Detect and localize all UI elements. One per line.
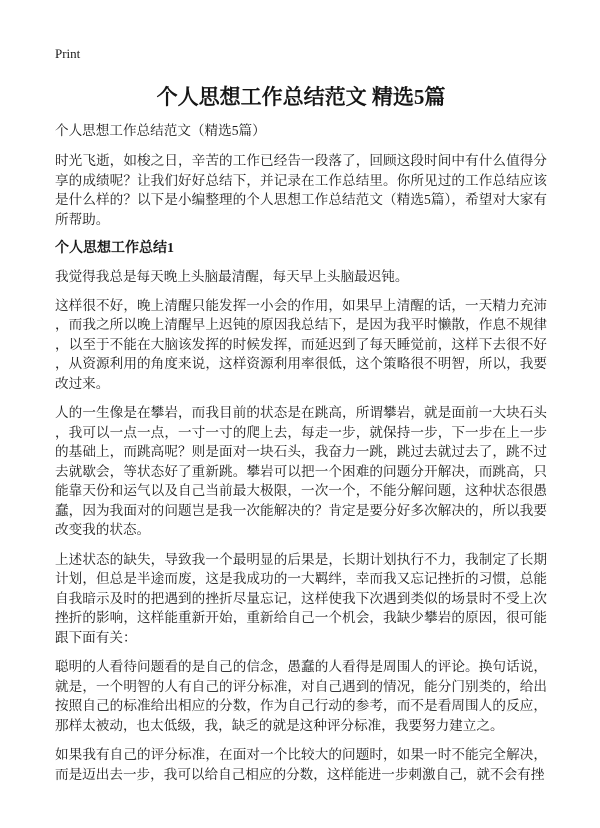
body-paragraph: 上述状态的缺失，导致我一个最明显的后果是，长期计划执行不力，我制定了长期计划，但总是半途而废，这是我成功的一大羁绊，幸而我又忘记挫折的习惯，总能自我暗示及时的把遇到的挫折尽量忘记，这样使我下次遇到类似的场景时不受上次挫折的影响，这样能重新开始，重新给自己一个机会，我缺少攀岩的原因，很可能跟下面有关： bbox=[55, 551, 547, 645]
print-button[interactable]: Print bbox=[55, 46, 81, 61]
body-paragraph: 人的一生像是在攀岩，而我目前的状态是在跳高，所谓攀岩，就是面前一大块石头，我可以一点一点，一寸一寸的爬上去，每走一步，就保持一步，下一步在上一步的基础上，而跳高呢？则是面对一块石头，我奋力一跳，跳过去就过去了，跳不过去就歇会，等状态好了重新跳。攀岩可以把一个困难的问题分开解决，而跳高，只能靠天份和运气以及自己当前最大极限，一次一个，不能分解问题，这种状态很愚蠢，因为我面对的问题岂是我一次能解决的？肯定是要分好多次解决的，所以我要改变我的状态。 bbox=[55, 405, 547, 537]
body-paragraph: 我觉得我总是每天晚上头脑最清醒，每天早上头脑最迟钝。 bbox=[55, 269, 409, 284]
page-title: 个人思想工作总结范文 精选5篇 bbox=[156, 85, 446, 109]
document-subtitle: 个人思想工作总结范文（精选5篇） bbox=[55, 123, 266, 138]
body-paragraph: 这样很不好，晚上清醒只能发挥一小会的作用，如果早上清醒的话，一天精力充沛，而我之所以晚上清醒早上迟钝的原因我总结下，是因为我平时懒散，作息不规律，以至于不能在大脑该发挥的时候发挥，而延迟到了每天睡觉前，这样下去很不好，从资源利用的角度来说，这样资源利用率很低，这个策略很不明智，所以，我要改过来。 bbox=[55, 297, 547, 391]
body-paragraph: 如果我有自己的评分标准，在面对一个比较大的问题时，如果一时不能完全解决，而是迈出去一步，我可以给自己相应的分数，这样能进一步刺激自己，就不会有挫 bbox=[55, 747, 547, 782]
body-paragraph: 聪明的人看待问题看的是自己的信念，愚蠢的人看得是周围人的评论。换句话说，就是，一个明智的人有自己的评分标准，对自己遇到的情况，能分门别类的，给出按照自己的标准给出相应的分数，作为自己行动的参考，而不是看周围人的反应，那样太被动，也太低级，我，缺乏的就是这种评分标准，我要努力建立之。 bbox=[55, 659, 547, 733]
section-heading: 个人思想工作总结1 bbox=[55, 241, 174, 256]
intro-paragraph: 时光飞逝，如梭之日，辛苦的工作已经告一段落了，回顾这段时间中有什么值得分享的成绩呢？让我们好好总结下，并记录在工作总结里。你所见过的工作总结应该是什么样的？以下是小编整理的个人思想工作总结范文（精选5篇），希望对大家有所帮助。 bbox=[55, 153, 547, 227]
